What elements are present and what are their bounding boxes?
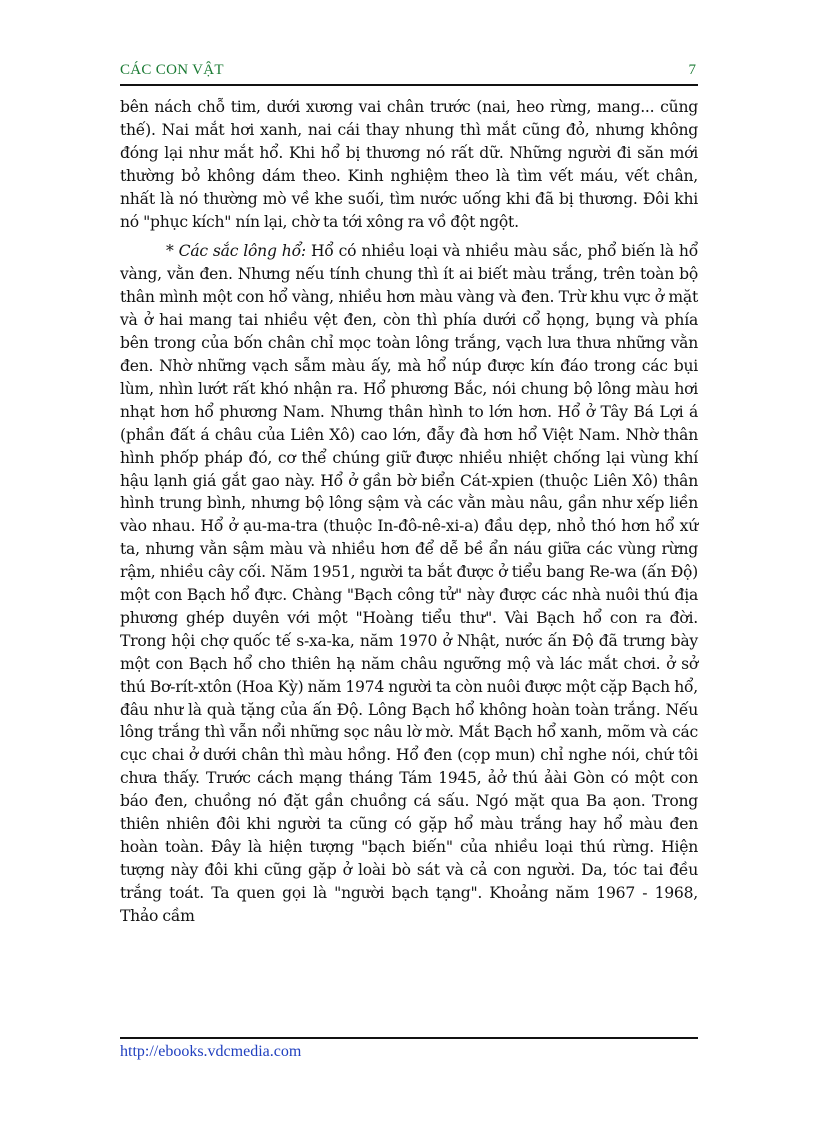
paragraph	[120, 240, 698, 927]
paragraph	[120, 96, 698, 233]
chapter-title: CÁC CON VẬT	[120, 62, 224, 78]
footer-divider	[120, 1037, 698, 1039]
paragraph-text: bên nách chỗ tim, dưới xương vai chân trước (nai, heo rừng, mang... cũng thế). Nai mắt hơi xanh, nai cái thay nhung thì mắt cũng đỏ, nhưng không đóng lại như mắt hổ. Khi hổ bị thương nó rất dữ. Những người đi săn mới thường bỏ không dám theo. Kinh nghiệm theo là tìm vết máu, vết chân, nhất là nó thường mò về khe suối, tìm nước uống khi đã bị thương. Đôi khi nó "phục kích" nín lại, chờ ta tới xông ra vồ đột ngột.	[120, 98, 698, 231]
page-number: 7	[688, 62, 696, 78]
paragraph-lead-heading: * Các sắc lông hổ:	[166, 242, 306, 261]
footer-link[interactable]: http://ebooks.vdcmedia.com	[120, 1043, 302, 1060]
page-header	[120, 62, 698, 82]
paragraph-text: Hổ có nhiều loại và nhiều màu sắc, phổ biến là hổ vàng, vằn đen. Nhưng nếu tính chung thì ít ai biết màu trắng, trên toàn bộ thân mình một con hổ vàng, nhiều hơn màu vàng và đen. Trừ khu vực ở mặt và ở hai mang tai nhiều vệt đen, còn thì phía dưới cổ họng, bụng và phía bên trong của bốn chân chỉ mọc toàn lông trắng, vạch lưa thưa những vằn đen. Nhờ những vạch sẫm màu ấy, mà hổ núp được kín đáo trong các bụi lùm, nhìn lướt rất khó nhận ra. Hổ phương Bắc, nói chung bộ lông màu hơi nhạt hơn hổ phương Nam. Nhưng thân hình to lớn hơn. Hổ ở Tây Bá Lợi á (phần đất á châu của Liên Xô) cao lớn, đẫy đà hơn hổ Việt Nam. Nhờ thân hình phốp pháp đó, cơ thể chúng giữ được nhiều nhiệt chống lại vùng khí hậu lạnh giá gắt gao này. Hổ ở gần bờ biển Cát-xpien (thuộc Liên Xô) thân hình trung bình, nhưng bộ lông sậm và các vằn màu nâu, gần như xếp liền vào nhau. Hổ ở ạu-ma-tra (thuộc In-đô-nê-xi-a) đầu dẹp, nhỏ thó hơn hổ xứ ta, nhưng vằn sậm màu và nhiều hơn để dễ bề ẩn náu giữa các vùng rừng rậm, nhiều cây cối. Năm 1951, người ta bắt được ở tiểu bang Re-wa (ấn Độ) một con Bạch hổ đực. Chàng "Bạch công tử" này được các nhà nuôi thú địa phương ghép duyên với một "Hoàng tiểu thư". Vài Bạch hổ con ra đời. Trong hội chợ quốc tế s-xa-ka, năm 1970 ở Nhật, nước ấn Độ đã trưng bày một con Bạch hổ cho thiên hạ năm châu ngưỡng mộ và lác mắt chơi. ở sở thú Bơ-rít-xtôn (Hoa Kỳ) năm 1974 người ta còn nuôi được một cặp Bạch hổ, đâu như là quà tặng của ấn Độ. Lông Bạch hổ không hoàn toàn trắng. Nếu lông trắng thì vẫn nổi những sọc nâu lờ mờ. Mắt Bạch hổ xanh, mõm và các cục chai ở dưới chân thì màu hồng. Hổ đen (cọp mun) chỉ nghe nói, chứ tôi chưa thấy. Trước cách mạng tháng Tám 1945, ảở thú ảài Gòn có một con báo đen, chuồng nó đặt gần chuồng cá sấu. Ngó mặt qua Ba ạon. Trong thiên nhiên đôi khi người ta cũng có gặp hổ màu trắng hay hổ màu đen hoàn toàn. Đây là hiện tượng "bạch biến" của nhiều loại thú rừng. Hiện tượng này đôi khi cũng gặp ở loài bò sát và cả con người. Da, tóc tai đều trắng toát. Ta quen gọi là "người bạch tạng". Khoảng năm 1967 - 1968, Thảo cầm	[120, 242, 698, 925]
page-body	[120, 96, 698, 928]
header-divider	[120, 84, 698, 86]
